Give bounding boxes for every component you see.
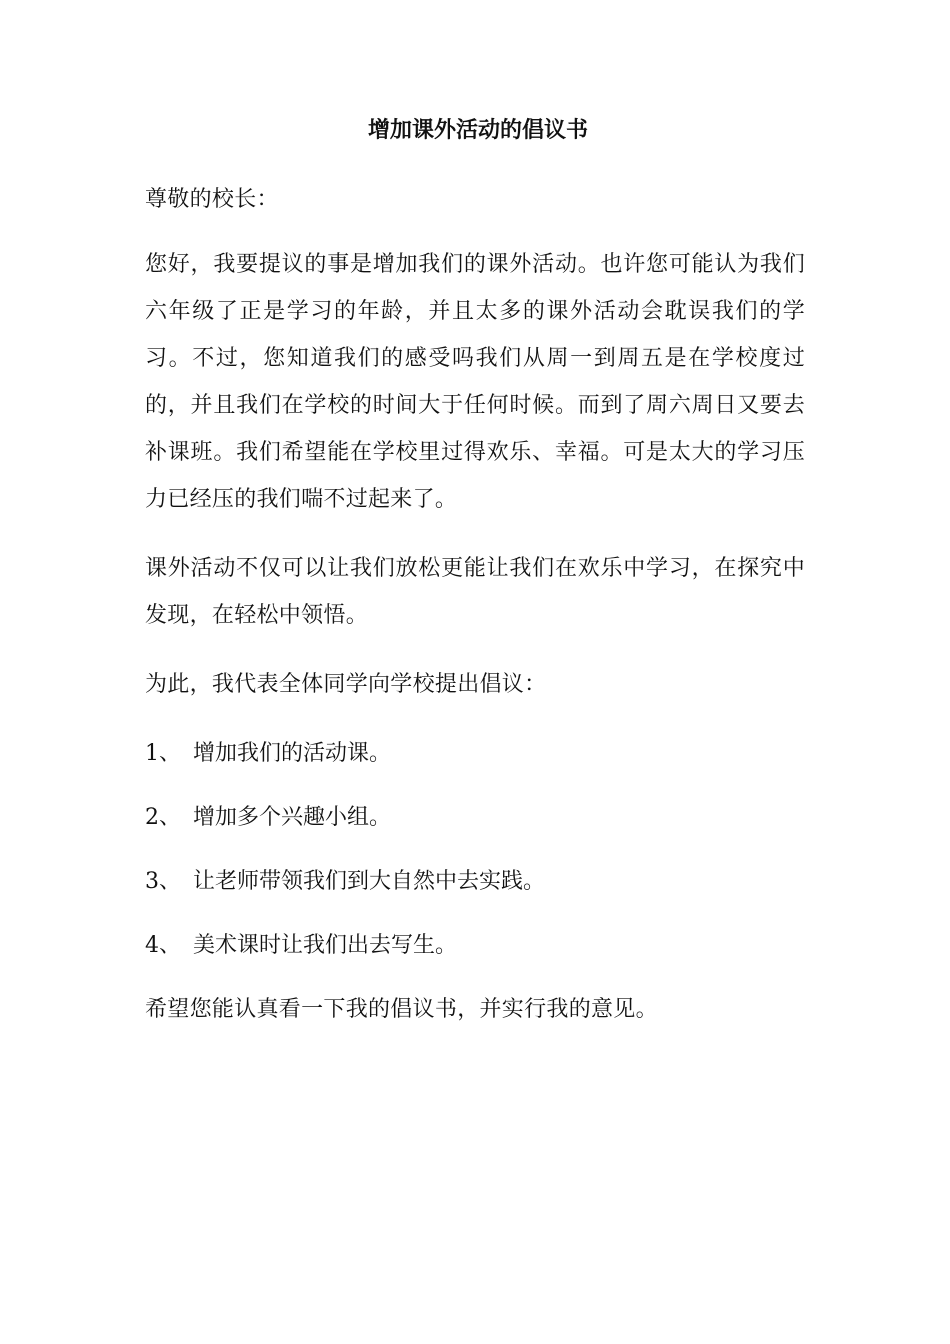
proposal-number: 4、 [145, 933, 181, 958]
proposal-number: 3、 [145, 869, 181, 894]
proposal-text: 让老师带领我们到大自然中去实践。 [193, 869, 546, 894]
proposal-number: 1、 [145, 741, 181, 766]
proposal-text: 美术课时让我们出去写生。 [193, 933, 458, 958]
proposal-item [145, 794, 805, 841]
proposal-item [145, 922, 805, 969]
proposal-item [145, 858, 805, 905]
proposal-text: 增加多个兴趣小组。 [193, 805, 392, 830]
document-body [145, 112, 805, 1055]
body-paragraph: 为此，我代表全体同学向学校提出倡议： [145, 672, 547, 697]
proposal-item [145, 730, 805, 777]
document-title: 增加课外活动的倡议书 [367, 117, 588, 143]
body-paragraph: 您好，我要提议的事是增加我们的课外活动。也许您可能认为我们六年级了正是学习的年龄，并且太多的课外活动会耽误我们的学习。不过，您知道我们的感受吗我们从周一到周五是在学校度过的，并且我们在学校的时间大于任何时候。而到了周六周日又要去补课班。我们希望能在学校里过得欢乐、幸福。可是太大的学习压力已经压的我们喘不过起来了。 [145, 252, 805, 512]
closing-paragraph: 希望您能认真看一下我的倡议书，并实行我的意见。 [145, 997, 658, 1022]
proposal-text: 增加我们的活动课。 [193, 741, 392, 766]
body-paragraph: 课外活动不仅可以让我们放松更能让我们在欢乐中学习，在探究中发现，在轻松中领悟。 [145, 556, 805, 628]
salutation: 尊敬的校长： [145, 187, 279, 212]
proposal-number: 2、 [145, 805, 181, 830]
